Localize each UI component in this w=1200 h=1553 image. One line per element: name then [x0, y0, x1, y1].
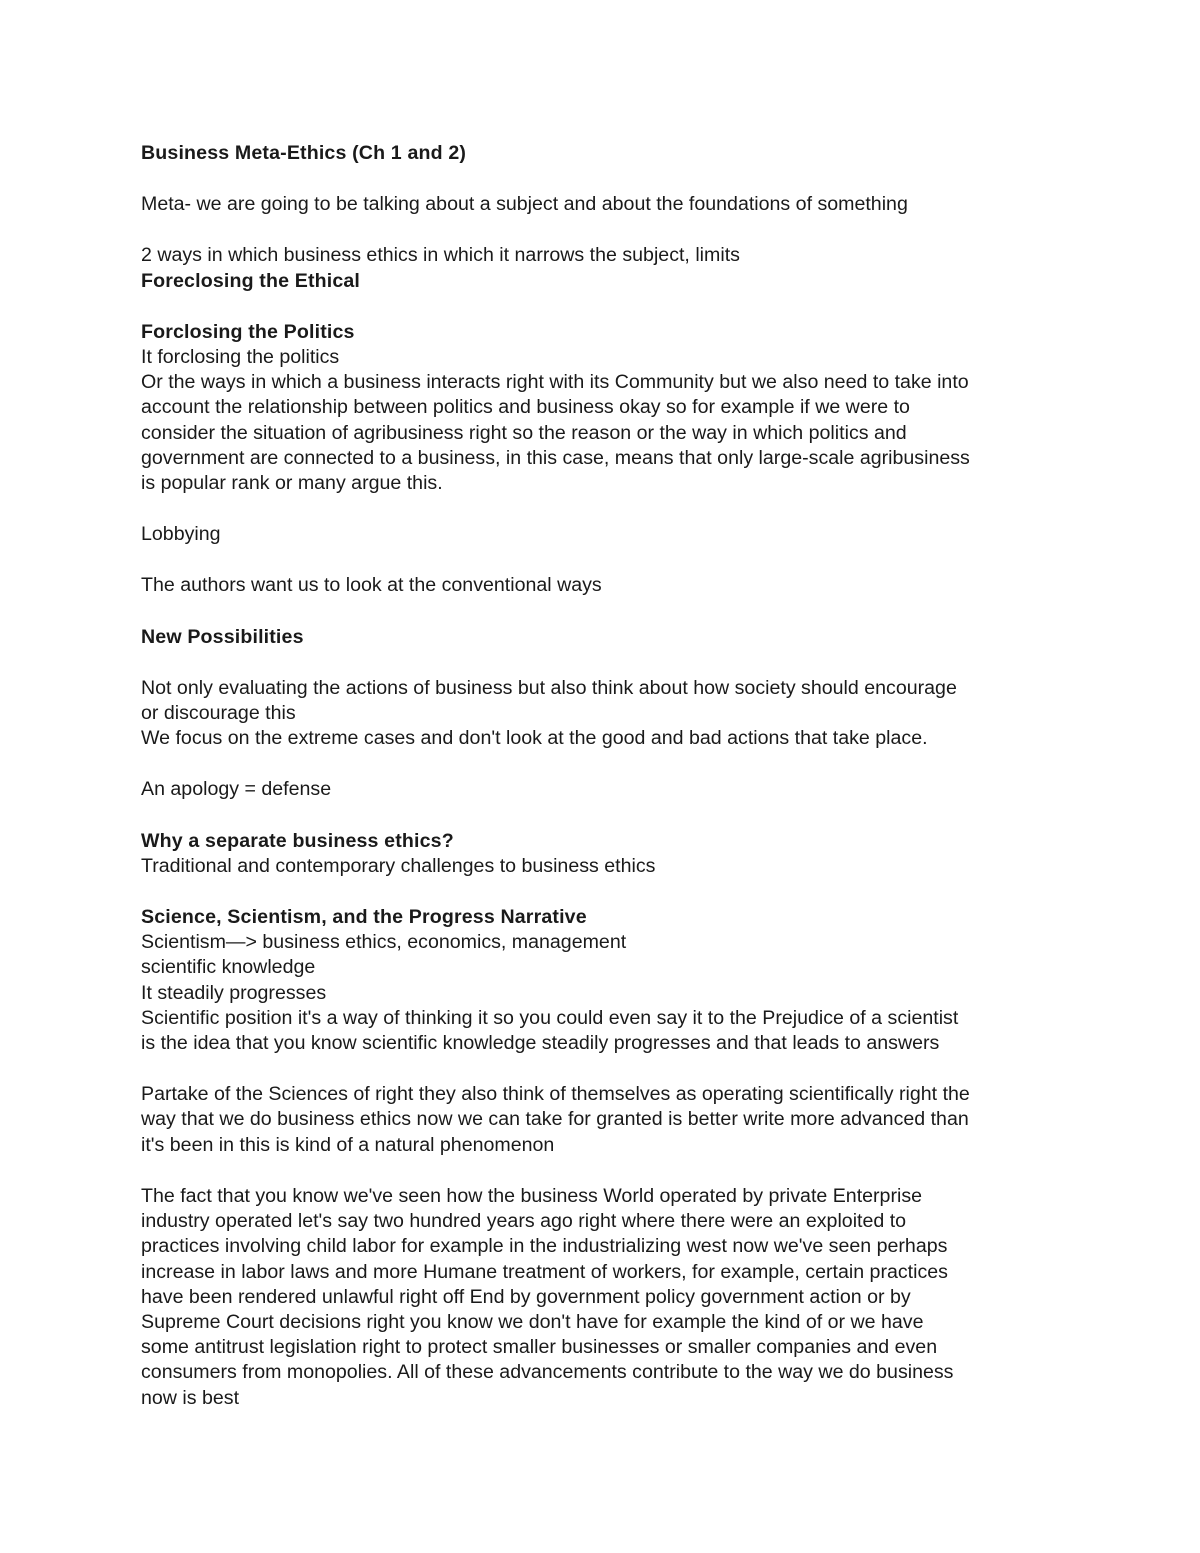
paragraph-line: scientific knowledge: [141, 956, 316, 979]
paragraph-line: practices involving child labor for example in the industrializing west now we've seen perhaps: [141, 1235, 948, 1258]
paragraph-line: increase in labor laws and more Humane treatment of workers, for example, certain practices: [141, 1260, 948, 1283]
why-separate-paragraph: Traditional and contemporary challenges to business ethics: [141, 854, 656, 877]
paragraph-line: way that we do business ethics now we can take for granted is better write more advanced than: [141, 1108, 969, 1131]
spacer: [141, 879, 1066, 905]
spacer: [141, 294, 1066, 320]
paragraph-line: Not only evaluating the actions of business but also think about how society should encourage: [141, 676, 957, 699]
spacer: [141, 803, 1066, 829]
document-body: [141, 141, 1066, 1411]
lobbying-paragraph: Lobbying: [141, 523, 221, 546]
new-possibilities-paragraph: [141, 676, 1066, 752]
paragraph-line: It forclosing the politics: [141, 346, 340, 369]
paragraph-line: consider the situation of agribusiness right so the reason or the way in which politics and: [141, 421, 907, 444]
paragraph-line: Or the ways in which a business interacts right with its Community but we also need to take into: [141, 371, 969, 394]
paragraph-line: account the relationship between politics and business okay so for example if we were to: [141, 396, 910, 419]
apology-paragraph: An apology = defense: [141, 778, 332, 801]
paragraph-line: now is best: [141, 1386, 240, 1409]
two-ways-intro-paragraph: 2 ways in which business ethics in which it narrows the subject, limits: [141, 244, 740, 267]
paragraph-line: Scientism—> business ethics, economics, management: [141, 931, 627, 954]
spacer: [141, 1158, 1066, 1184]
spacer: [141, 751, 1066, 777]
paragraph-line: or discourage this: [141, 702, 296, 725]
spacer: [141, 217, 1066, 243]
spacer: [141, 166, 1066, 192]
document-title: Business Meta-Ethics (Ch 1 and 2): [141, 142, 467, 164]
heading-forclosing-politics: Forclosing the Politics: [141, 320, 355, 343]
paragraph-line: Partake of the Sciences of right they also think of themselves as operating scientifically right the: [141, 1083, 970, 1106]
politics-paragraph: [141, 345, 1066, 496]
heading-new-possibilities: New Possibilities: [141, 625, 304, 648]
paragraph-line: It steadily progresses: [141, 981, 327, 1004]
fact-paragraph: [141, 1184, 1066, 1411]
paragraph-line: industry operated let's say two hundred years ago right where there were an exploited to: [141, 1210, 907, 1233]
paragraph-line: Scientific position it's a way of thinking it so you could even say it to the Prejudice of a scientist: [141, 1006, 959, 1029]
heading-foreclosing-ethical: Foreclosing the Ethical: [141, 269, 361, 292]
heading-why-separate: Why a separate business ethics?: [141, 829, 454, 852]
paragraph-line: it's been in this is kind of a natural phenomenon: [141, 1133, 555, 1156]
paragraph-line: consumers from monopolies. All of these advancements contribute to the way we do business: [141, 1361, 954, 1384]
authors-note-paragraph: The authors want us to look at the conventional ways: [141, 574, 602, 597]
paragraph-line: The fact that you know we've seen how the business World operated by private Enterprise: [141, 1184, 923, 1207]
paragraph-line: Supreme Court decisions right you know we don't have for example the kind of or we have: [141, 1310, 924, 1333]
paragraph-line: government are connected to a business, in this case, means that only large-scale agribusiness: [141, 446, 970, 469]
spacer: [141, 650, 1066, 676]
science-paragraph: [141, 930, 1066, 1056]
paragraph-line: some antitrust legislation right to protect smaller businesses or smaller companies and even: [141, 1336, 938, 1359]
paragraph-line: is the idea that you know scientific knowledge steadily progresses and that leads to answers: [141, 1032, 940, 1055]
spacer: [141, 599, 1066, 625]
spacer: [141, 547, 1066, 573]
paragraph-line: We focus on the extreme cases and don't look at the good and bad actions that take place.: [141, 727, 928, 750]
spacer: [141, 1056, 1066, 1082]
heading-science: Science, Scientism, and the Progress Narrative: [141, 906, 587, 929]
partake-paragraph: [141, 1082, 1066, 1158]
paragraph-line: is popular rank or many argue this.: [141, 472, 443, 495]
meta-definition-paragraph: Meta- we are going to be talking about a subject and about the foundations of something: [141, 193, 908, 216]
paragraph-line: have been rendered unlawful right off End by government policy government action or by: [141, 1285, 911, 1308]
spacer: [141, 496, 1066, 522]
